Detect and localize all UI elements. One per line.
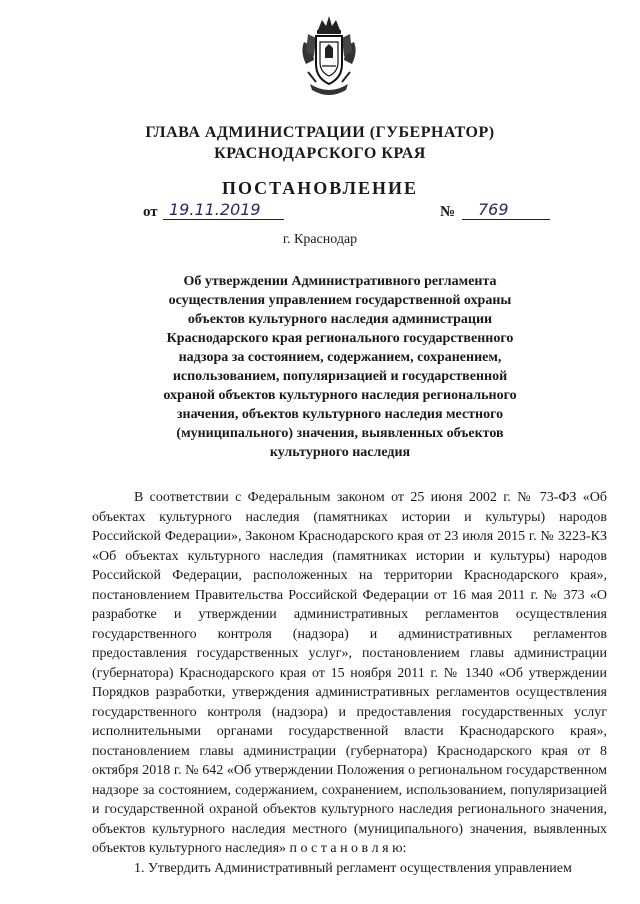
issuer-title-line2: КРАСНОДАРСКОГО КРАЯ xyxy=(214,145,426,162)
krasnodar-coat-of-arms-emblem xyxy=(296,12,362,100)
date-label: от xyxy=(143,204,158,220)
document-body xyxy=(92,488,607,878)
issuer-title-line1: ГЛАВА АДМИНИСТРАЦИИ (ГУБЕРНАТОР) xyxy=(145,124,495,141)
document-subject: Об утверждении Административного регламента осуществления управлением государственной охраны объектов культурного наследия администрации Краснодарского края регионального государственного надзора за состоянием, содержанием, сохранением, использованием, популяризацией и государственной охраной объектов культурного наследия регионального значения, объектов культурного наследия местного (муниципального) значения, выявленных объектов культурного наследия xyxy=(163,274,517,460)
document-date: 19.11.2019 xyxy=(163,200,284,220)
preamble-paragraph: В соответствии с Федеральным законом от 25 июня 2002 г. № 73-ФЗ «Об объектах культурного наследия (памятниках истории и культуры) народов Российской Федерации», Законом Краснодарского края от 23 июля 2015 г. № 3223-КЗ «Об объектах культурного наследия (памятниках истории и культуры) народов Российской Федерации, расположенных на территории Краснодарского края», постановлением Правительства Российской Федерации от 16 мая 2011 г. № 373 «О разработке и утверждении административных регламентов осуществления государственного контроля (надзора) и административных регламентов предоставления государственных услуг», постановлением главы администрации (губернатора) Краснодарского края от 15 ноября 2011 г. № 1340 «Об утверждении Порядков разработки, утверждения административных регламентов осуществления государственного контроля (надзора) и предоставления государственных услуг исполнительными органами государственной власти Краснодарского края», постановлением главы администрации (губернатора) Краснодарского края от 8 октября 2018 г. № 642 «Об утверждении Положения о региональном государственном надзоре за состоянием, содержанием, сохранением, использованием, популяризацией и государственной охраной объектов культурного наследия регионального значения, объектов культурного наследия местного (муниципального) значения, выявленных объектов культурного наследия» п о с т а н о в л я ю: xyxy=(92,490,607,856)
number-label: № xyxy=(440,204,456,220)
clause-1: 1. Утвердить Административный регламент осуществления управлением xyxy=(134,860,572,876)
document-number: 769 xyxy=(462,200,550,220)
document-type-title: ПОСТАНОВЛЕНИЕ xyxy=(221,178,419,198)
city-name: г. Краснодар xyxy=(282,232,358,247)
